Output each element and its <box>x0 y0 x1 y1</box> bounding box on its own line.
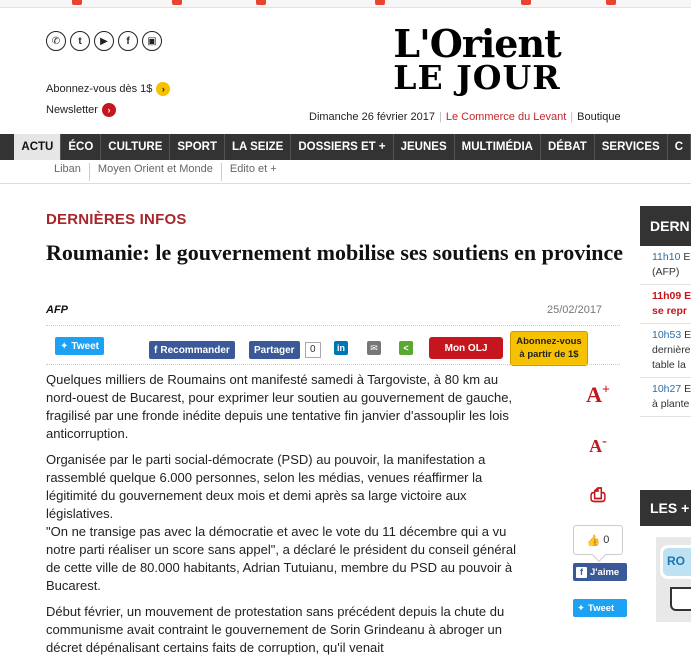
article-paragraph: Organisée par le parti social-démocrate (PSD) au pouvoir, la manifestation a rassemblé quelque 6.000 personnes, selon les médias, venues réaffirmer la légitimité du gouvernement deux mois et demi après sa large victoire aux législatives. <box>46 452 486 521</box>
nav-item-services[interactable]: SERVICES <box>595 134 668 160</box>
article-paragraph: Quelques milliers de Roumains ont manifesté samedi à Targoviste, à 80 km au nord-ouest de Bucarest, pour exprimer leur soutien au gouvernement de gauche, fragilisé par une fronde inédite depuis une tentative fin janvier d'assouplir les lois anticorruption. <box>46 372 513 441</box>
phone-icon[interactable]: ✆ <box>46 31 66 51</box>
twitter-bird-icon: ✦ <box>60 340 69 352</box>
browser-top-strip <box>0 0 691 8</box>
nav-item-eco[interactable]: ÉCO <box>61 134 101 160</box>
subscribe-button-line2: à partir de 1$ <box>519 349 579 360</box>
facebook-icon[interactable]: f <box>118 31 138 51</box>
email-icon[interactable]: ✉ <box>367 341 381 355</box>
cup-icon <box>670 587 691 611</box>
list-item[interactable]: 10h53 E dernière table la <box>640 324 691 378</box>
article-paragraph: "On ne transige pas avec la démocratie et avec le vote du 11 décembre qui a vu notre parti réaliser un score sans appel", a déclaré le président du conseil général de cette ville de 80.000 habitants, Adrian Tutuianu, membre du PSD au pouvoir à Bucarest. <box>46 524 516 593</box>
subscribe-label: Abonnez-vous dès 1$ <box>46 83 153 95</box>
nav-item-dossiers[interactable]: DOSSIERS ET + <box>291 134 393 160</box>
list-item[interactable]: 10h27 E à plante <box>640 378 691 417</box>
site-logo[interactable] <box>392 21 562 98</box>
nav-item-culture[interactable]: CULTURE <box>101 134 170 160</box>
bookmark-icon[interactable] <box>375 0 385 5</box>
subscribe-button[interactable] <box>510 331 588 366</box>
nav-item-actu[interactable]: ACTU <box>14 134 61 160</box>
main-nav <box>0 134 691 160</box>
article-title: Roumanie: le gouvernement mobilise ses soutiens en province <box>46 240 624 265</box>
facebook-icon: f <box>576 567 587 578</box>
article-date: 25/02/2017 <box>547 304 603 316</box>
share-count: 0 <box>305 342 321 358</box>
article-source: AFP <box>46 304 68 316</box>
font-increase-button[interactable]: A+ <box>586 382 610 407</box>
twitter-bird-icon: ✦ <box>577 602 585 614</box>
latest-news-list <box>640 246 691 417</box>
jaime-button[interactable] <box>573 563 627 581</box>
newsletter-label: Newsletter <box>46 104 98 116</box>
nav-item-la-seize[interactable]: LA SEIZE <box>225 134 291 160</box>
tweet-label: Tweet <box>71 340 99 352</box>
promo-text: RO <box>660 545 691 579</box>
thumbs-up-icon: 👍 <box>586 534 601 547</box>
font-decrease-button[interactable]: A- <box>589 434 607 456</box>
nav-item-debat[interactable]: DÉBAT <box>541 134 595 160</box>
mon-olj-label: Mon OLJ <box>444 342 488 354</box>
latest-news-header: DERN <box>640 206 691 246</box>
nav-item-jeunes[interactable]: JEUNES <box>394 134 455 160</box>
nav-item-multimedia[interactable]: MULTIMÉDIA <box>455 134 541 160</box>
subscribe-button-line1: Abonnez-vous <box>516 336 582 347</box>
promo-banner[interactable] <box>656 537 691 622</box>
article-paragraph: Début février, un mouvement de protestation sans précédent depuis la chute du communisme avait contraint le gouvernement de Sorin Grindeanu à abroger un décret dépénalisant certains faits de corruption, qu'il venait <box>46 604 505 655</box>
subnav-item-liban[interactable]: Liban <box>46 163 90 181</box>
subnav-item-moyen-orient[interactable]: Moyen Orient et Monde <box>90 163 222 181</box>
twitter-icon[interactable]: t <box>70 31 90 51</box>
tweet-button[interactable] <box>55 337 104 355</box>
logo-line-1: L'Orient <box>393 21 561 66</box>
instagram-icon[interactable]: ▣ <box>142 31 162 51</box>
share-icon[interactable]: < <box>399 341 413 355</box>
bookmark-icon[interactable] <box>606 0 616 5</box>
divider <box>46 325 620 326</box>
like-count-box <box>573 525 623 555</box>
article-kicker[interactable]: DERNIÈRES INFOS <box>46 211 187 228</box>
mon-olj-button[interactable] <box>429 337 503 359</box>
list-item[interactable]: 11h10 E (AFP) <box>640 246 691 285</box>
print-icon[interactable]: ⎙ <box>590 485 606 506</box>
newsletter-link[interactable] <box>46 103 116 117</box>
article-body <box>46 371 516 657</box>
youtube-icon[interactable]: ▶ <box>94 31 114 51</box>
current-date: Dimanche 26 février 2017 <box>309 111 435 123</box>
bookmark-icon[interactable] <box>256 0 266 5</box>
logo-line-2: LE JOUR <box>393 58 561 98</box>
recommander-button[interactable] <box>149 341 235 359</box>
subnav-item-edito[interactable]: Edito et + <box>229 163 277 175</box>
partager-label: Partager <box>254 344 295 356</box>
chevron-right-icon: › <box>156 82 170 96</box>
linkedin-icon[interactable]: in <box>334 341 348 355</box>
bookmark-icon[interactable] <box>172 0 182 5</box>
social-links <box>46 31 162 51</box>
sub-nav <box>46 163 285 181</box>
partager-button[interactable] <box>249 341 300 359</box>
nav-item-sport[interactable]: SPORT <box>170 134 225 160</box>
bookmark-icon[interactable] <box>521 0 531 5</box>
facebook-icon: f <box>154 344 158 356</box>
divider <box>0 183 691 184</box>
recommander-label: Recommander <box>160 344 230 356</box>
like-count: 0 <box>603 534 610 546</box>
commerce-levant-link[interactable]: Le Commerce du Levant <box>445 111 567 123</box>
list-item[interactable]: 11h09 E se repr <box>640 285 691 324</box>
subscribe-link[interactable] <box>46 82 170 96</box>
side-tweet-label: Tweet <box>587 602 615 614</box>
side-tweet-button[interactable] <box>573 599 627 617</box>
boutique-link[interactable]: Boutique <box>577 111 621 123</box>
nav-item-truncated[interactable]: C <box>668 134 691 160</box>
divider <box>46 364 620 365</box>
bookmark-icon[interactable] <box>72 0 82 5</box>
jaime-label: J'aime <box>590 566 620 578</box>
les-plus-header: LES + <box>640 490 691 526</box>
header-dateline: Dimanche 26 février 2017 | Le Commerce du Levant | Boutique <box>309 111 621 123</box>
chevron-right-icon: › <box>102 103 116 117</box>
